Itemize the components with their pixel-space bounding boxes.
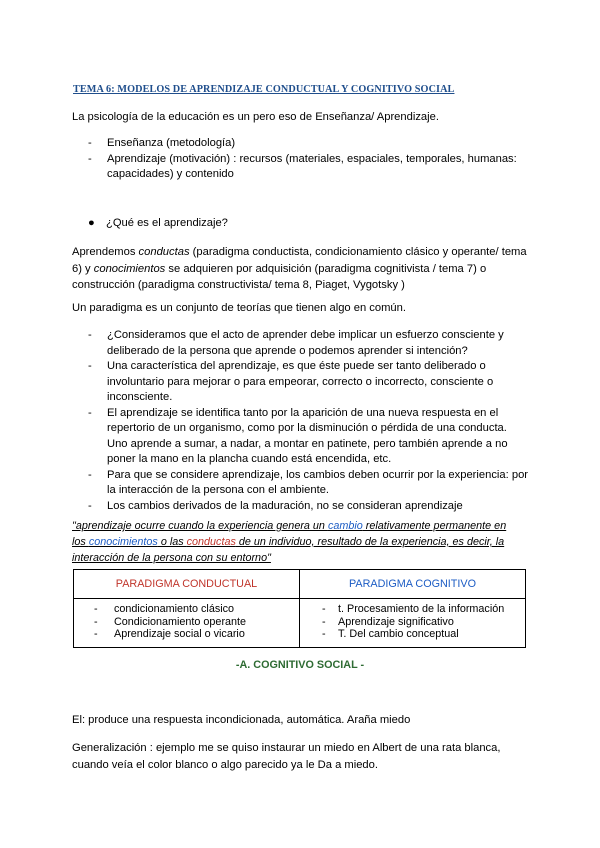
list-item: - Aprendizaje (motivación) : recursos (materiales, espaciales, temporales, humanas: capacidades) y contenido: [88, 152, 517, 180]
list-item: - Aprendizaje significativo: [322, 615, 454, 628]
example-paragraph: El: produce una respuesta incondicionada, automática. Araña miedo: [72, 714, 411, 726]
list-item: - condicionamiento clásico: [94, 603, 235, 615]
list-item: - Aprendizaje social o vicario: [94, 628, 245, 640]
characteristics-list: [88, 328, 528, 514]
conductas-link: conductas: [186, 535, 236, 548]
list-item: - ¿Consideramos que el acto de aprender debe implicar un esfuerzo consciente y deliberado de la persona que aprende o podemos aprender si intención?: [88, 329, 504, 357]
question-bullet: [88, 217, 228, 229]
conocimientos-term: conocimientos: [93, 262, 166, 275]
paradigm-cognitivo-header: PARADIGMA COGNITIVO: [300, 570, 526, 599]
bullet-icon: ●: [88, 217, 95, 229]
paradigm-cognitivo-cell: [300, 599, 526, 648]
page-title: TEMA 6: MODELOS DE APRENDIZAJE CONDUCTUAL Y COGNITIVO SOCIAL: [73, 84, 455, 95]
list-item: - Los cambios derivados de la maduración, no se consideran aprendizaje: [88, 499, 463, 512]
intro-list: [88, 136, 528, 183]
conductas-term: conductas: [138, 246, 190, 258]
conocimientos-link: conocimientos: [88, 535, 158, 548]
definition-quote: "aprendizaje ocurre cuando la experiencia genera un cambio relativamente permanente en los conocimientos o las conductas de un individuo, resultado de la experiencia, es decir, la interacción de la persona con su entorno": [72, 520, 507, 564]
list-item: - Enseñanza (metodología): [88, 137, 236, 149]
list-item: - t. Procesamiento de la información: [322, 603, 505, 615]
list-item: - Para que se considere aprendizaje, los cambios deben ocurrir por la experiencia: por la interacción de la persona con el ambiente.: [88, 468, 529, 496]
question-text: ¿Qué es el aprendizaje?: [106, 217, 228, 229]
paradigm-conductual-cell: [74, 599, 300, 648]
list-item: - Una característica del aprendizaje, es que éste puede ser tanto deliberado o involuntario para mejorar o para empeorar, correcto o incorrecto, consciente o inconsciente.: [88, 360, 494, 403]
cambio-link: cambio: [327, 520, 363, 532]
paradigm-conductual-header: PARADIGMA CONDUCTUAL: [74, 570, 300, 599]
section-heading: -A. COGNITIVO SOCIAL -: [235, 659, 365, 671]
list-item: - El aprendizaje se identifica tanto por la aparición de una nueva respuesta en el repertorio de un organismo, como por la disminución o pérdida de una conducta. Uno aprende a sumar, a nadar, a montar en patinete, pero también aprende a no poner la mano en la plancha cuando está encendida, etc.: [88, 406, 508, 465]
list-item: - T. Del cambio conceptual: [322, 628, 459, 640]
paradigm-definition: Un paradigma es un conjunto de teorías que tienen algo en común.: [72, 302, 406, 314]
paradigm-table: [73, 569, 526, 648]
generalization-paragraph: Generalización : ejemplo me se quiso instaurar un miedo en Albert de una rata blanca, cuando veía el color blanco o algo parecido ya le Da a miedo.: [72, 742, 501, 771]
learning-paragraph: Aprendemos conductas (paradigma conductista, condicionamiento clásico y operante/ tema 6) y conocimientos se adquieren por adquisición (paradigma cognitivista / tema 7) o construcción (paradigma constructivista/ tema 8, Piaget, Vygotsky ): [72, 246, 527, 291]
list-item: - Condicionamiento operante: [94, 615, 247, 628]
intro-paragraph: La psicología de la educación es un pero eso de Enseñanza/ Aprendizaje.: [72, 111, 439, 123]
